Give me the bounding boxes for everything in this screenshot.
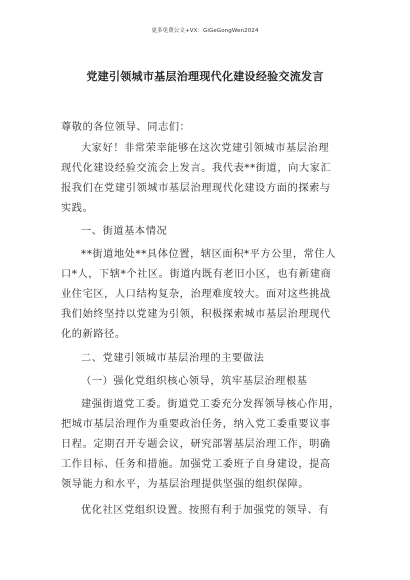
- subsection-heading: （一）强化党组织核心领导，筑牢基层治理根基: [81, 376, 308, 387]
- paragraph-line: **街道地处**具体位置，辖区面积*平方公里，常住人: [81, 249, 337, 260]
- paragraph-line: 大家好！非常荣幸能够在这次党建引领城市基层治理: [81, 143, 330, 154]
- document-title: 党建引领城市基层治理现代化建设经验交流发言: [86, 70, 324, 83]
- paragraph-line: 实践。: [61, 203, 94, 214]
- paragraph-line: 业住宅区，人口结构复杂，治理难度较大。面对这些挑战: [61, 289, 331, 300]
- paragraph-line: 工作目标、任务和措施。加强党工委班子自身建设，提高: [61, 459, 331, 470]
- section-heading: 二、党建引领城市基层治理的主要做法: [81, 353, 265, 364]
- paragraph-line: 化的新路径。: [61, 329, 126, 340]
- header-note: 更多免费公文+VX：GiGeGongWen2024: [151, 28, 259, 34]
- paragraph-line: 把城市基层治理作为重要政治任务，纳入党工委重要议事: [61, 419, 331, 430]
- paragraph-line: 报我们在党建引领城市基层治理现代化建设方面的探索与: [61, 183, 331, 194]
- salutation: 尊敬的各位领导、同志们：: [61, 122, 191, 133]
- paragraph-line: 口*人，下辖*个社区。街道内既有老旧小区，也有新建商: [61, 269, 332, 280]
- paragraph-line: 建强街道党工委。街道党工委充分发挥领导核心作用，: [81, 399, 340, 410]
- paragraph-line: 我们始终坚持以党建为引领，积极探索城市基层治理现代: [61, 309, 331, 320]
- paragraph-line: 现代化建设经验交流会上发言。我代表**街道，向大家汇: [61, 163, 332, 174]
- section-heading: 一、街道基本情况: [81, 226, 168, 237]
- paragraph-line: 日程。定期召开专题会议，研究部署基层治理工作，明确: [61, 439, 331, 450]
- paragraph-line: 优化社区党组织设置。按照有利于加强党的领导、有: [81, 505, 330, 516]
- paragraph-line: 领导能力和水平，为基层治理提供坚强的组织保障。: [61, 479, 310, 490]
